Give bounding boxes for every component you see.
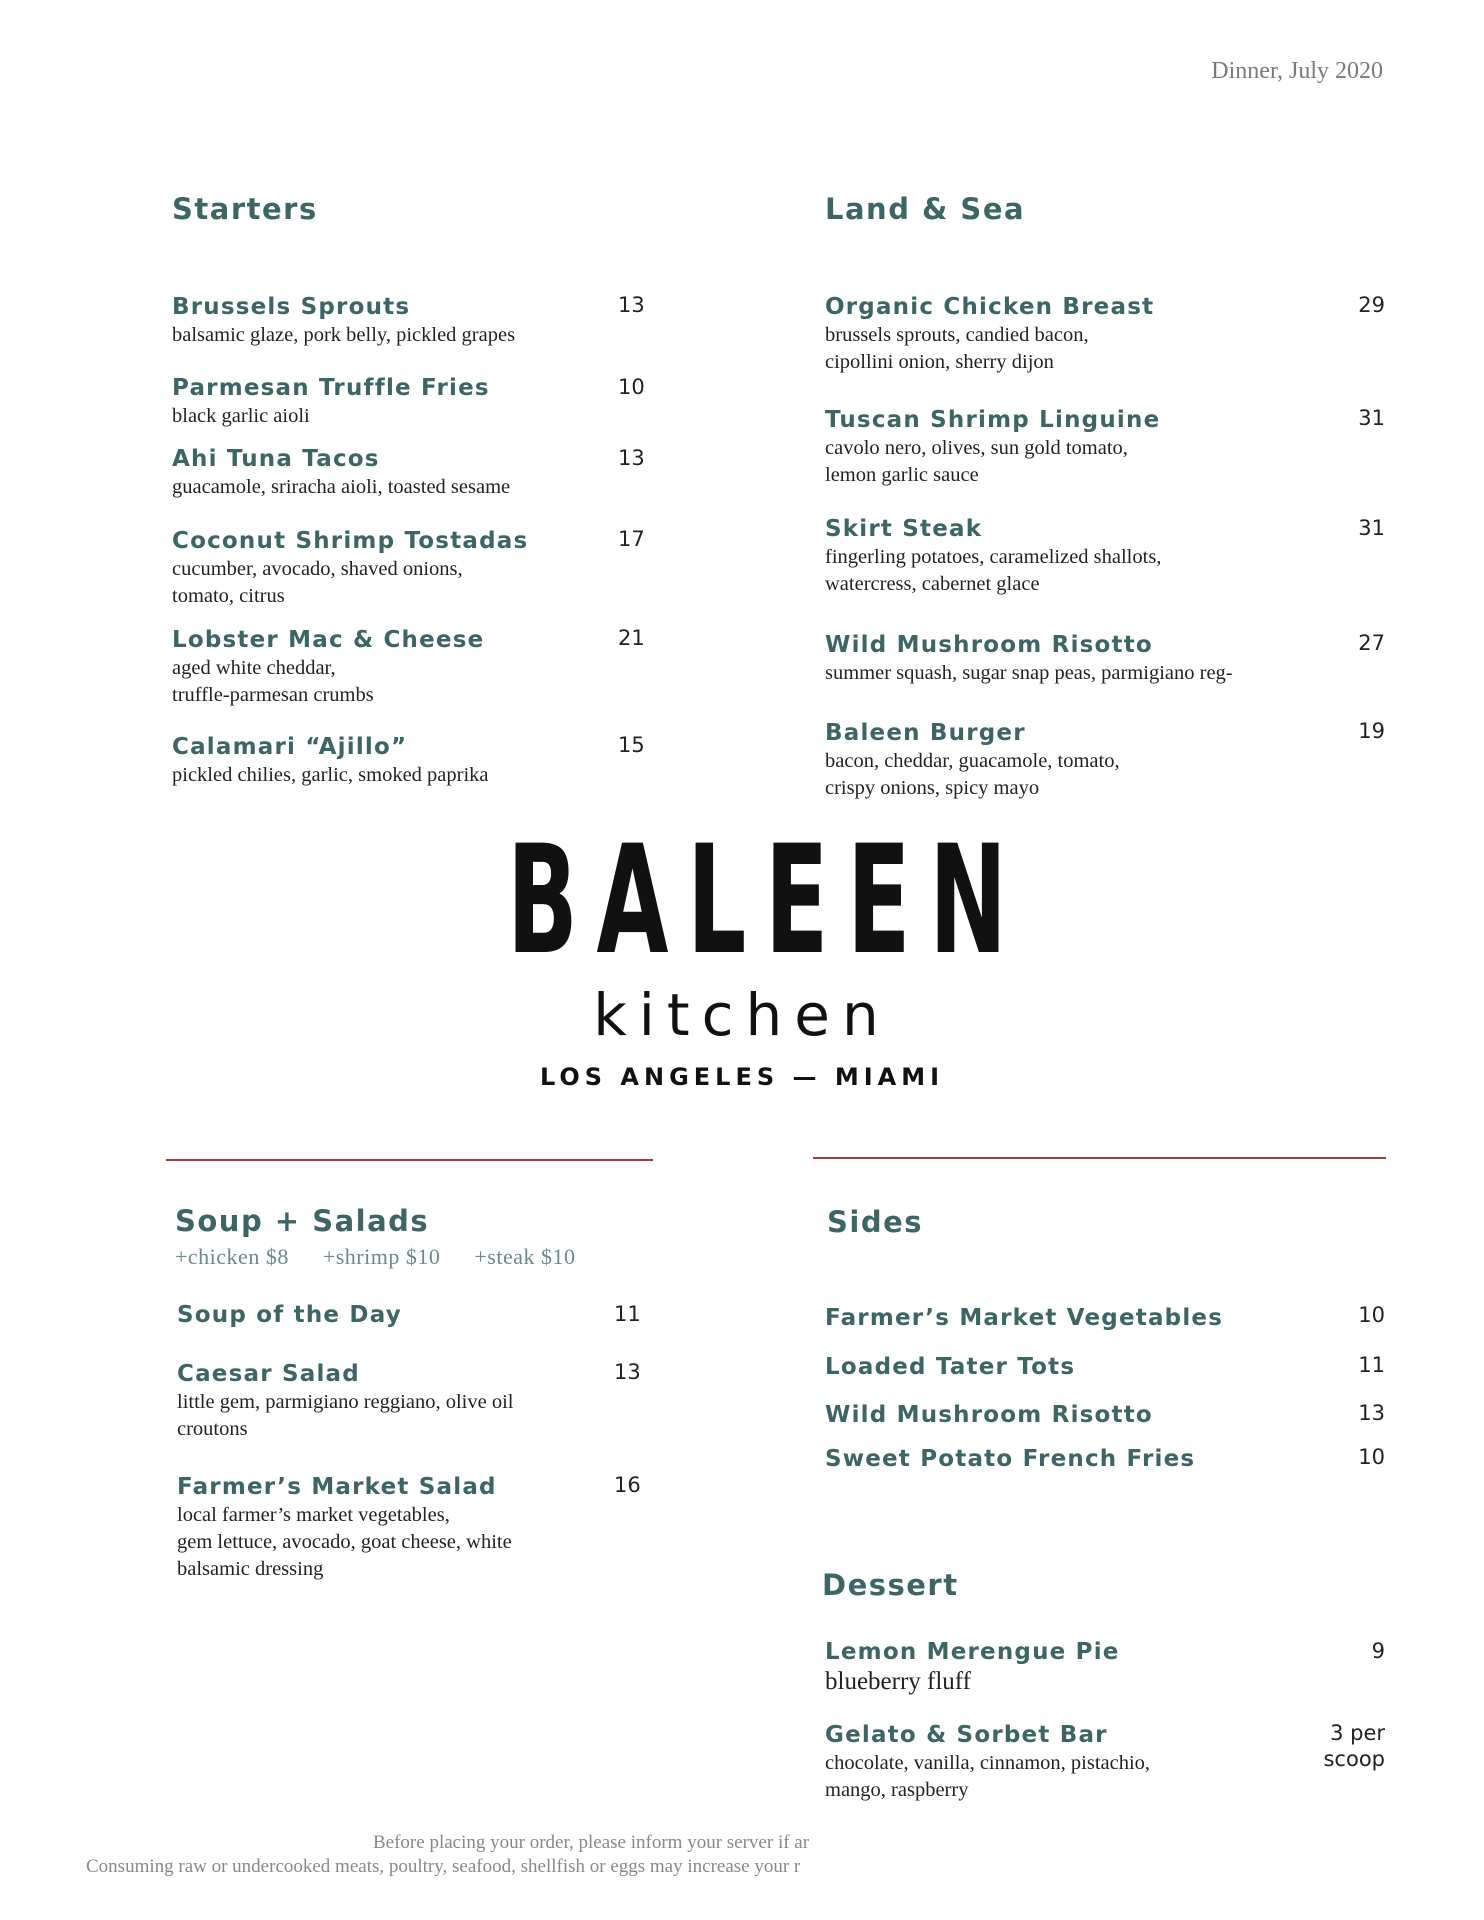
item-desc: chocolate, vanilla, cinnamon, pistachio, bbox=[825, 1752, 1151, 1774]
item-name: Ahi Tuna Tacos bbox=[172, 446, 380, 472]
item-name: Farmer’s Market Salad bbox=[177, 1474, 497, 1500]
item-desc: blueberry fluff bbox=[825, 1668, 972, 1695]
soup-salads-title: Soup + Salads bbox=[175, 1204, 430, 1238]
item-name: Skirt Steak bbox=[825, 516, 983, 542]
item-price: 11 bbox=[614, 1302, 641, 1326]
item-desc: cavolo nero, olives, sun gold tomato, bbox=[825, 437, 1128, 459]
item-name: Coconut Shrimp Tostadas bbox=[172, 528, 529, 554]
item-desc: balsamic glaze, pork belly, pickled grapes bbox=[172, 324, 516, 346]
item-price: 29 bbox=[1358, 293, 1385, 317]
divider-left bbox=[166, 1159, 653, 1161]
item-desc: bacon, cheddar, guacamole, tomato, bbox=[825, 750, 1120, 772]
item-price bbox=[1323, 1720, 1385, 1772]
item-price: 13 bbox=[1358, 1401, 1385, 1425]
brand-cities: LOS ANGELES — MIAMI bbox=[539, 1063, 945, 1091]
starter-item bbox=[172, 625, 484, 709]
brand-logo: BALEEN bbox=[506, 814, 1026, 988]
salad-item bbox=[177, 1359, 513, 1443]
item-desc: tomato, citrus bbox=[172, 585, 285, 607]
item-desc: fingerling potatoes, caramelized shallots, bbox=[825, 546, 1162, 568]
sides-title: Sides bbox=[827, 1205, 924, 1239]
land-sea-item bbox=[825, 718, 1120, 802]
starter-item bbox=[172, 732, 489, 789]
item-desc: truffle-parmesan crumbs bbox=[172, 684, 374, 706]
item-name: Wild Mushroom Risotto bbox=[825, 1402, 1153, 1428]
starter-item bbox=[172, 444, 510, 501]
item-price: 16 bbox=[614, 1473, 641, 1497]
item-name: Soup of the Day bbox=[177, 1302, 402, 1328]
item-name: Gelato & Sorbet Bar bbox=[825, 1722, 1108, 1748]
item-desc: croutons bbox=[177, 1418, 248, 1440]
item-desc: lemon garlic sauce bbox=[825, 464, 979, 486]
item-desc: brussels sprouts, candied bacon, bbox=[825, 324, 1089, 346]
land-sea-item bbox=[825, 630, 1233, 687]
price-line: scoop bbox=[1323, 1747, 1385, 1771]
price-line: 3 per bbox=[1330, 1721, 1385, 1745]
menu-date: Dinner, July 2020 bbox=[1211, 58, 1383, 84]
item-name: Brussels Sprouts bbox=[172, 294, 411, 320]
item-price: 21 bbox=[618, 626, 645, 650]
dessert-item bbox=[825, 1637, 1120, 1697]
item-name: Lemon Merengue Pie bbox=[825, 1639, 1120, 1665]
item-name: Organic Chicken Breast bbox=[825, 294, 1155, 320]
item-price: 10 bbox=[618, 375, 645, 399]
item-desc: cipollini onion, sherry dijon bbox=[825, 351, 1054, 373]
starter-item bbox=[172, 292, 515, 349]
item-name: Baleen Burger bbox=[825, 720, 1026, 746]
item-desc: aged white cheddar, bbox=[172, 657, 336, 679]
item-name: Caesar Salad bbox=[177, 1361, 360, 1387]
item-price: 9 bbox=[1371, 1639, 1385, 1663]
starters-title: Starters bbox=[172, 192, 318, 226]
dessert-title: Dessert bbox=[822, 1568, 959, 1602]
land-sea-item bbox=[825, 292, 1154, 376]
salad-item bbox=[177, 1300, 402, 1330]
item-desc: gem lettuce, avocado, goat cheese, white bbox=[177, 1531, 512, 1553]
item-price: 15 bbox=[618, 733, 645, 757]
item-name: Tuscan Shrimp Linguine bbox=[825, 407, 1161, 433]
divider-right bbox=[813, 1157, 1386, 1159]
item-name: Wild Mushroom Risotto bbox=[825, 632, 1153, 658]
land-sea-item bbox=[825, 514, 1161, 598]
item-price: 11 bbox=[1358, 1353, 1385, 1377]
starter-item bbox=[172, 526, 528, 610]
item-desc: little gem, parmigiano reggiano, olive oil bbox=[177, 1391, 514, 1413]
addon-steak: +steak $10 bbox=[474, 1244, 576, 1269]
dessert-item bbox=[825, 1720, 1150, 1804]
item-price: 13 bbox=[618, 293, 645, 317]
item-desc: guacamole, sriracha aioli, toasted sesame bbox=[172, 476, 511, 498]
item-price: 13 bbox=[614, 1360, 641, 1384]
item-price: 27 bbox=[1358, 631, 1385, 655]
item-name: Farmer’s Market Vegetables bbox=[825, 1305, 1224, 1331]
item-price: 10 bbox=[1358, 1445, 1385, 1469]
salad-addons bbox=[175, 1244, 603, 1270]
side-item bbox=[825, 1352, 1075, 1382]
item-desc: crispy onions, spicy mayo bbox=[825, 777, 1040, 799]
item-desc: local farmer’s market vegetables, bbox=[177, 1504, 450, 1526]
item-desc: pickled chilies, garlic, smoked paprika bbox=[172, 764, 489, 786]
addon-chicken: +chicken $8 bbox=[175, 1244, 289, 1269]
item-price: 17 bbox=[618, 527, 645, 551]
item-name: Loaded Tater Tots bbox=[825, 1354, 1076, 1380]
starter-item bbox=[172, 373, 490, 430]
item-name: Lobster Mac & Cheese bbox=[172, 627, 485, 653]
footer-allergy-note: Before placing your order, please inform your server if ar bbox=[373, 1832, 810, 1853]
brand-subtitle: kitchen bbox=[593, 981, 891, 1049]
addon-shrimp: +shrimp $10 bbox=[322, 1244, 441, 1269]
side-item bbox=[825, 1400, 1153, 1430]
item-desc: balsamic dressing bbox=[177, 1558, 324, 1580]
item-price: 13 bbox=[618, 446, 645, 470]
salad-item bbox=[177, 1472, 512, 1583]
side-item bbox=[825, 1303, 1223, 1333]
item-price: 19 bbox=[1358, 719, 1385, 743]
item-name: Calamari “Ajillo” bbox=[172, 734, 408, 760]
item-desc: black garlic aioli bbox=[172, 405, 310, 427]
item-name: Sweet Potato French Fries bbox=[825, 1446, 1196, 1472]
item-price: 31 bbox=[1358, 406, 1385, 430]
item-price: 10 bbox=[1358, 1303, 1385, 1327]
item-desc: mango, raspberry bbox=[825, 1779, 969, 1801]
item-name: Parmesan Truffle Fries bbox=[172, 375, 490, 401]
item-desc: watercress, cabernet glace bbox=[825, 573, 1040, 595]
land-sea-item bbox=[825, 405, 1160, 489]
side-item bbox=[825, 1444, 1195, 1474]
land-sea-title: Land & Sea bbox=[825, 192, 1026, 226]
item-desc: cucumber, avocado, shaved onions, bbox=[172, 558, 463, 580]
item-price: 31 bbox=[1358, 516, 1385, 540]
item-desc: summer squash, sugar snap peas, parmigiano reg- bbox=[825, 662, 1233, 684]
footer-consumption-warning: Consuming raw or undercooked meats, poultry, seafood, shellfish or eggs may increase your r bbox=[86, 1856, 801, 1877]
